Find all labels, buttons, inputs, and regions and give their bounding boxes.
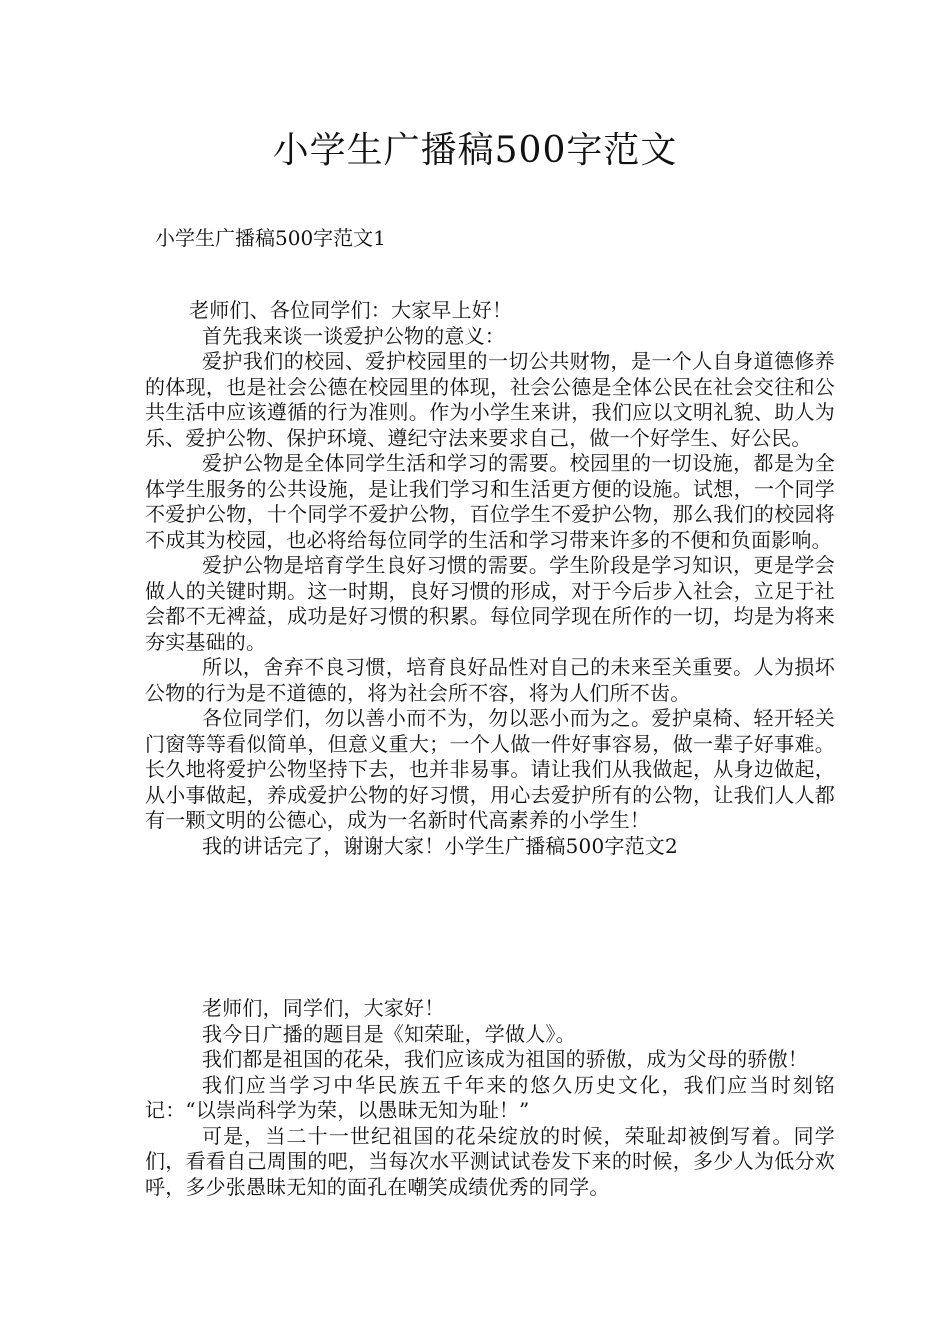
paragraph: 各位同学们，勿以善小而不为，勿以恶小而为之。爱护桌椅、轻开轻关门窗等等看似简单，但意义重大；一个人做一件好事容易，做一辈子好事难。长久地将爱护公物坚持下去，也并非易事。请让我们从我做起，从身边做起，从小事做起，养成爱护公物的好习惯，用心去爱护所有的公物，让我们人人都有一颗文明的公德心，成为一名新时代高素养的小学生！ <box>145 706 835 832</box>
paragraph: 可是，当二十一世纪祖国的花朵绽放的时候，荣耻却被倒写着。同学们，看看自己周围的吧，当每次水平测试试卷发下来的时候，多少人为低分欢呼，多少张愚昧无知的面孔在嘲笑成绩优秀的同学。 <box>145 1123 835 1199</box>
paragraph: 我们都是祖国的花朵，我们应该成为祖国的骄傲，成为父母的骄傲！ <box>202 1047 808 1071</box>
paragraph: 我们应当学习中华民族五千年来的悠久历史文化，我们应当时刻铭记：“以崇尚科学为荣，以愚昧无知为耻！” <box>145 1072 835 1122</box>
paragraph: 爱护公物是培育学生良好习惯的需要。学生阶段是学习知识，更是学会做人的关键时期。这一时期，良好习惯的形成，对于今后步入社会，立足于社会都不无裨益，成功是好习惯的积累。每位同学现在所作的一切，均是为将来夯实基础的。 <box>145 553 835 654</box>
paragraph: 老师们、各位同学们：大家早上好！ <box>189 298 513 322</box>
section-2-body <box>145 996 835 1200</box>
paragraph: 老师们，同学们，大家好！ <box>202 996 445 1020</box>
section-1-body <box>145 298 835 859</box>
page-title: 小学生广播稿500字范文 <box>272 130 678 171</box>
paragraph: 首先我来谈一谈爱护公物的意义： <box>202 323 505 348</box>
paragraph: 我的讲话完了，谢谢大家！小学生广播稿500字范文2 <box>202 833 678 858</box>
section-heading: 小学生广播稿500字范文1 <box>155 226 386 250</box>
paragraph: 所以，舍弃不良习惯，培育良好品性对自己的未来至关重要。人为损坏公物的行为是不道德的，将为社会所不容，将为人们所不齿。 <box>145 655 835 705</box>
paragraph: 爱护公物是全体同学生活和学习的需要。校园里的一切设施，都是为全体学生服务的公共设施，是让我们学习和生活更方便的设施。试想，一个同学不爱护公物，十个同学不爱护公物，百位学生不爱护公物，那么我们的校园将不成其为校园，也必将给每位同学的生活和学习带来许多的不便和负面影响。 <box>145 451 835 552</box>
paragraph: 我今日广播的题目是《知荣耻，学做人》。 <box>202 1021 576 1046</box>
paragraph: 爱护我们的校园、爱护校园里的一切公共财物，是一个人自身道德修养的体现，也是社会公德在校园里的体现，社会公德是全体公民在社会交往和公共生活中应该遵循的行为准则。作为小学生来讲，我们应以文明礼貌、助人为乐、爱护公物、保护环境、遵纪守法来要求自己，做一个好学生、好公民。 <box>145 349 835 450</box>
